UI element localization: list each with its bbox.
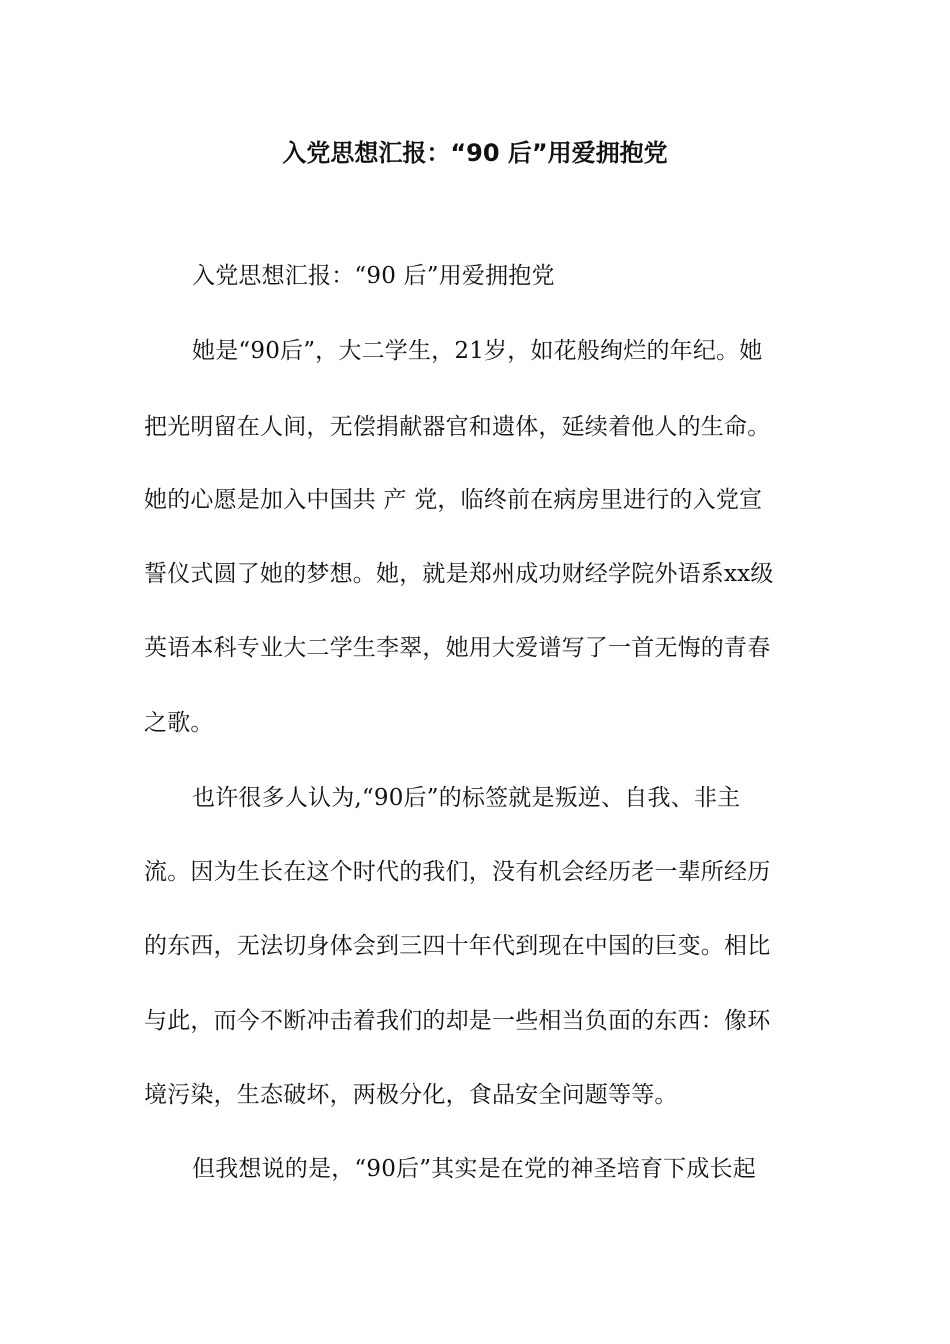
paragraph-line: 誓仪式圆了她的梦想。她，就是郑州成功财经学院外语系xx级 — [144, 561, 774, 587]
document-title: 入党思想汇报：“90 后”用爱拥抱党 — [282, 139, 668, 167]
paragraph-line: 之歌。 — [144, 710, 214, 736]
paragraph-line: 她是“90后”，大二学生，21岁，如花般绚烂的年纪。她 — [192, 338, 763, 364]
paragraph-line: 与此，而今不断冲击着我们的却是一些相当负面的东西：像环 — [144, 1008, 771, 1034]
paragraph-line: 的东西，无法切身体会到三四十年代到现在中国的巨变。相比 — [144, 933, 771, 959]
paragraph-heading-line: 入党思想汇报：“90 后”用爱拥抱党 — [192, 263, 555, 289]
paragraph-line: 但我想说的是，“90后”其实是在党的神圣培育下成长起 — [192, 1156, 756, 1182]
paragraph-line: 英语本科专业大二学生李翠，她用大爱谱写了一首无悔的青春 — [144, 635, 771, 661]
paragraph-line: 也许很多人认为,“90后”的标签就是叛逆、自我、非主 — [192, 785, 741, 811]
paragraph-line: 流。因为生长在这个时代的我们，没有机会经历老一辈所经历 — [144, 859, 771, 885]
paragraph-line: 把光明留在人间，无偿捐献器官和遗体，延续着他人的生命。 — [144, 414, 771, 440]
paragraph-line: 境污染，生态破坏，两极分化，食品安全问题等等。 — [144, 1082, 678, 1108]
paragraph-line: 她的心愿是加入中国共 产 党，临终前在病房里进行的入党宣 — [144, 487, 763, 513]
